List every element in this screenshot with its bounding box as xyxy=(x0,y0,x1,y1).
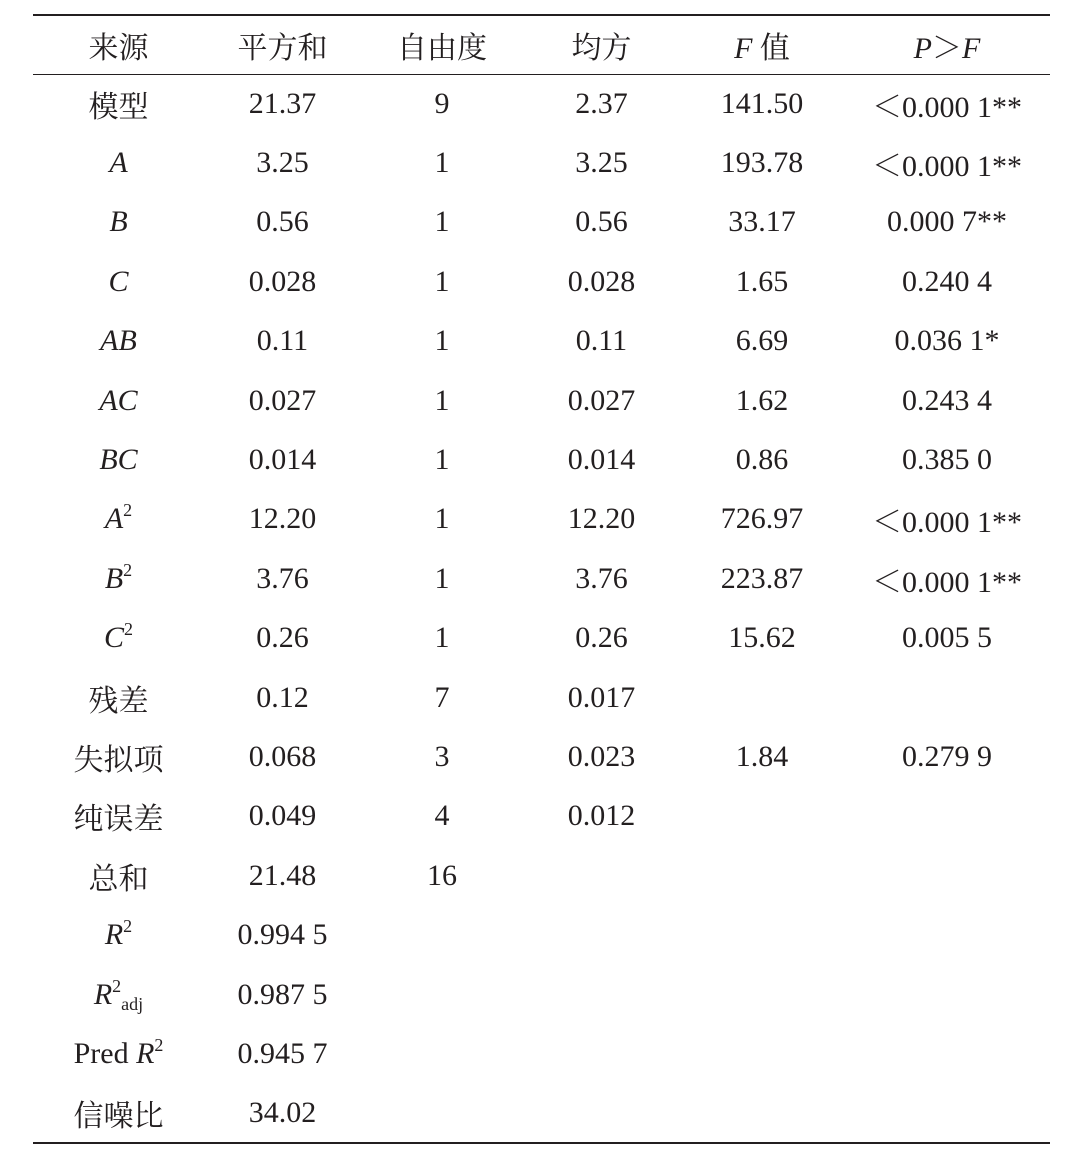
cell-f-value: 0.86 xyxy=(735,443,789,477)
cell-p-value: 0.240 4 xyxy=(902,264,992,298)
header-f-suffix: 值 xyxy=(752,31,790,65)
table-row xyxy=(33,312,1050,371)
cell-sum-of-squares: 0.994 5 xyxy=(237,918,328,952)
table-row xyxy=(33,965,1050,1024)
source-term: C xyxy=(108,264,129,298)
source-superscript: 2 xyxy=(112,975,122,996)
cell-degrees-of-freedom xyxy=(361,1084,523,1143)
source-term: B xyxy=(109,205,128,239)
table-row xyxy=(33,727,1050,786)
source-term: 残差 xyxy=(88,684,149,718)
cell-mean-square: 0.027 xyxy=(567,383,636,417)
cell-f-value: 15.62 xyxy=(728,621,796,655)
cell-degrees-of-freedom: 1 xyxy=(434,502,450,536)
cell-mean-square: 0.012 xyxy=(567,799,636,833)
table-row xyxy=(33,490,1050,549)
cell-mean-square: 0.26 xyxy=(575,621,628,655)
cell-degrees-of-freedom: 16 xyxy=(427,858,457,892)
cell-sum-of-squares: 21.37 xyxy=(248,86,317,120)
cell-p-value xyxy=(844,846,1050,905)
cell-f-value xyxy=(680,1024,844,1083)
cell-sum-of-squares: 3.25 xyxy=(256,146,309,180)
cell-degrees-of-freedom: 4 xyxy=(434,799,450,833)
cell-p-value: 0.279 9 xyxy=(902,739,992,773)
cell-source xyxy=(33,549,204,608)
source-term: 失拟项 xyxy=(73,743,164,777)
source-term: 纯误差 xyxy=(73,803,164,837)
cell-p-value xyxy=(844,1084,1050,1143)
cell-p-value: 0.385 0 xyxy=(902,443,992,477)
cell-degrees-of-freedom: 1 xyxy=(434,443,450,477)
table-body xyxy=(33,74,1050,1143)
cell-sum-of-squares: 3.76 xyxy=(256,561,309,595)
source-superscript: 2 xyxy=(123,916,133,937)
cell-sum-of-squares: 0.26 xyxy=(256,621,309,655)
cell-p-value xyxy=(844,787,1050,846)
cell-source xyxy=(33,965,204,1024)
cell-source xyxy=(33,846,204,905)
cell-mean-square: 0.023 xyxy=(567,739,636,773)
cell-sum-of-squares: 0.12 xyxy=(256,680,309,714)
cell-p-value: 0.243 4 xyxy=(902,383,992,417)
cell-f-value: 6.69 xyxy=(735,324,789,358)
cell-f-value xyxy=(680,905,844,964)
source-term: B xyxy=(104,561,124,595)
source-term: R xyxy=(104,918,124,952)
cell-source xyxy=(33,74,204,133)
cell-f-value: 1.65 xyxy=(735,264,789,298)
cell-sum-of-squares: 0.987 5 xyxy=(237,977,328,1011)
cell-source xyxy=(33,787,204,846)
cell-p-value: 0.005 5 xyxy=(902,621,992,655)
source-prefix: Pred xyxy=(73,1036,137,1070)
header-source: 来源 xyxy=(33,15,204,74)
source-superscript: 2 xyxy=(123,559,133,580)
cell-sum-of-squares: 12.20 xyxy=(248,502,317,536)
header-row xyxy=(33,15,1050,74)
cell-mean-square: 0.028 xyxy=(567,264,636,298)
source-term: AC xyxy=(99,383,138,417)
table-row xyxy=(33,905,1050,964)
source-superscript: 2 xyxy=(124,619,133,640)
cell-degrees-of-freedom: 1 xyxy=(434,383,450,417)
header-mean-square: 均方 xyxy=(523,15,680,74)
cell-f-value: 726.97 xyxy=(720,502,804,536)
cell-degrees-of-freedom: 1 xyxy=(434,205,450,239)
cell-mean-square: 0.017 xyxy=(567,680,636,714)
table-row xyxy=(33,787,1050,846)
cell-f-value: 33.17 xyxy=(728,205,796,239)
cell-p-value: ＜0.000 1** xyxy=(872,150,1022,184)
cell-mean-square: 3.25 xyxy=(575,146,628,180)
source-term: A xyxy=(109,146,128,180)
cell-mean-square: 2.37 xyxy=(575,86,628,120)
cell-source xyxy=(33,312,204,371)
cell-degrees-of-freedom xyxy=(361,1024,523,1083)
cell-source xyxy=(33,1084,204,1143)
cell-sum-of-squares: 0.068 xyxy=(248,739,317,773)
source-term: R xyxy=(136,1036,155,1070)
header-gt-symbol: ＞ xyxy=(932,31,962,65)
source-term: BC xyxy=(99,443,138,477)
cell-mean-square xyxy=(523,905,680,964)
header-p-symbol: P xyxy=(913,31,932,65)
cell-degrees-of-freedom: 1 xyxy=(434,561,450,595)
table-row xyxy=(33,1024,1050,1083)
cell-p-value: 0.000 7** xyxy=(887,205,1007,239)
cell-f-value: 1.62 xyxy=(735,383,789,417)
cell-p-value xyxy=(844,965,1050,1024)
cell-source xyxy=(33,668,204,727)
cell-p-value: ＜0.000 1** xyxy=(872,506,1022,540)
cell-source xyxy=(33,609,204,668)
cell-p-value xyxy=(844,905,1050,964)
table-row xyxy=(33,846,1050,905)
cell-degrees-of-freedom: 1 xyxy=(434,146,450,180)
cell-f-value: 223.87 xyxy=(720,561,804,595)
cell-mean-square: 0.014 xyxy=(567,443,636,477)
anova-table xyxy=(33,14,1050,1144)
header-degrees-of-freedom: 自由度 xyxy=(361,15,523,74)
header-f-symbol: F xyxy=(734,31,753,65)
table-row xyxy=(33,74,1050,133)
cell-p-value xyxy=(844,668,1050,727)
cell-p-value: 0.036 1* xyxy=(894,324,1000,358)
cell-mean-square: 12.20 xyxy=(567,502,636,536)
cell-mean-square xyxy=(523,1084,680,1143)
source-term: R xyxy=(93,977,113,1011)
cell-p-value xyxy=(844,1024,1050,1083)
cell-source xyxy=(33,727,204,786)
source-term: AB xyxy=(100,324,137,358)
cell-f-value xyxy=(680,668,844,727)
source-term: A xyxy=(104,502,124,536)
cell-sum-of-squares: 0.11 xyxy=(256,324,309,358)
table-header xyxy=(33,15,1050,74)
cell-p-value: ＜0.000 1** xyxy=(872,565,1022,599)
source-term: C xyxy=(103,621,124,655)
table-row xyxy=(33,133,1050,192)
cell-degrees-of-freedom xyxy=(361,965,523,1024)
cell-f-value xyxy=(680,965,844,1024)
cell-sum-of-squares: 21.48 xyxy=(248,858,317,892)
header-p-value xyxy=(844,15,1050,74)
cell-degrees-of-freedom: 1 xyxy=(434,324,450,358)
table-row xyxy=(33,549,1050,608)
cell-source xyxy=(33,193,204,252)
table-row xyxy=(33,252,1050,311)
cell-sum-of-squares: 0.028 xyxy=(248,264,317,298)
cell-source xyxy=(33,371,204,430)
table-row xyxy=(33,430,1050,489)
source-term: 信噪比 xyxy=(73,1099,164,1133)
cell-f-value xyxy=(680,787,844,846)
cell-source xyxy=(33,1024,204,1083)
cell-mean-square: 0.56 xyxy=(575,205,628,239)
cell-f-value: 1.84 xyxy=(735,739,789,773)
cell-f-value: 193.78 xyxy=(720,146,804,180)
cell-f-value xyxy=(680,846,844,905)
header-sum-of-squares: 平方和 xyxy=(204,15,361,74)
source-term: 模型 xyxy=(88,90,149,124)
cell-mean-square xyxy=(523,965,680,1024)
table-row xyxy=(33,1084,1050,1143)
cell-f-value xyxy=(680,1084,844,1143)
cell-source xyxy=(33,133,204,192)
header-p-f-symbol: F xyxy=(962,31,981,65)
cell-mean-square: 0.11 xyxy=(575,324,628,358)
cell-degrees-of-freedom: 1 xyxy=(434,621,450,655)
cell-sum-of-squares: 0.945 7 xyxy=(237,1036,328,1070)
cell-degrees-of-freedom: 1 xyxy=(434,264,450,298)
table-row xyxy=(33,193,1050,252)
cell-degrees-of-freedom: 3 xyxy=(434,739,450,773)
cell-f-value: 141.50 xyxy=(720,86,804,120)
cell-source xyxy=(33,490,204,549)
cell-source xyxy=(33,430,204,489)
source-superscript: 2 xyxy=(154,1034,164,1055)
source-superscript: 2 xyxy=(123,500,133,521)
cell-source xyxy=(33,905,204,964)
cell-degrees-of-freedom xyxy=(361,905,523,964)
table-row xyxy=(33,371,1050,430)
cell-sum-of-squares: 34.02 xyxy=(204,1084,361,1143)
cell-degrees-of-freedom: 7 xyxy=(434,680,450,714)
cell-mean-square xyxy=(523,1024,680,1083)
cell-p-value: ＜0.000 1** xyxy=(872,90,1022,124)
cell-source xyxy=(33,252,204,311)
cell-sum-of-squares: 0.049 xyxy=(248,799,317,833)
source-term: 总和 xyxy=(88,862,149,896)
cell-sum-of-squares: 0.027 xyxy=(248,383,317,417)
source-subscript: adj xyxy=(121,993,144,1014)
cell-sum-of-squares: 0.014 xyxy=(248,443,317,477)
table-row xyxy=(33,668,1050,727)
table-row xyxy=(33,609,1050,668)
header-f-value xyxy=(680,15,844,74)
cell-degrees-of-freedom: 9 xyxy=(434,86,450,120)
cell-sum-of-squares: 0.56 xyxy=(256,205,309,239)
cell-mean-square xyxy=(523,846,680,905)
cell-mean-square: 3.76 xyxy=(575,561,628,595)
